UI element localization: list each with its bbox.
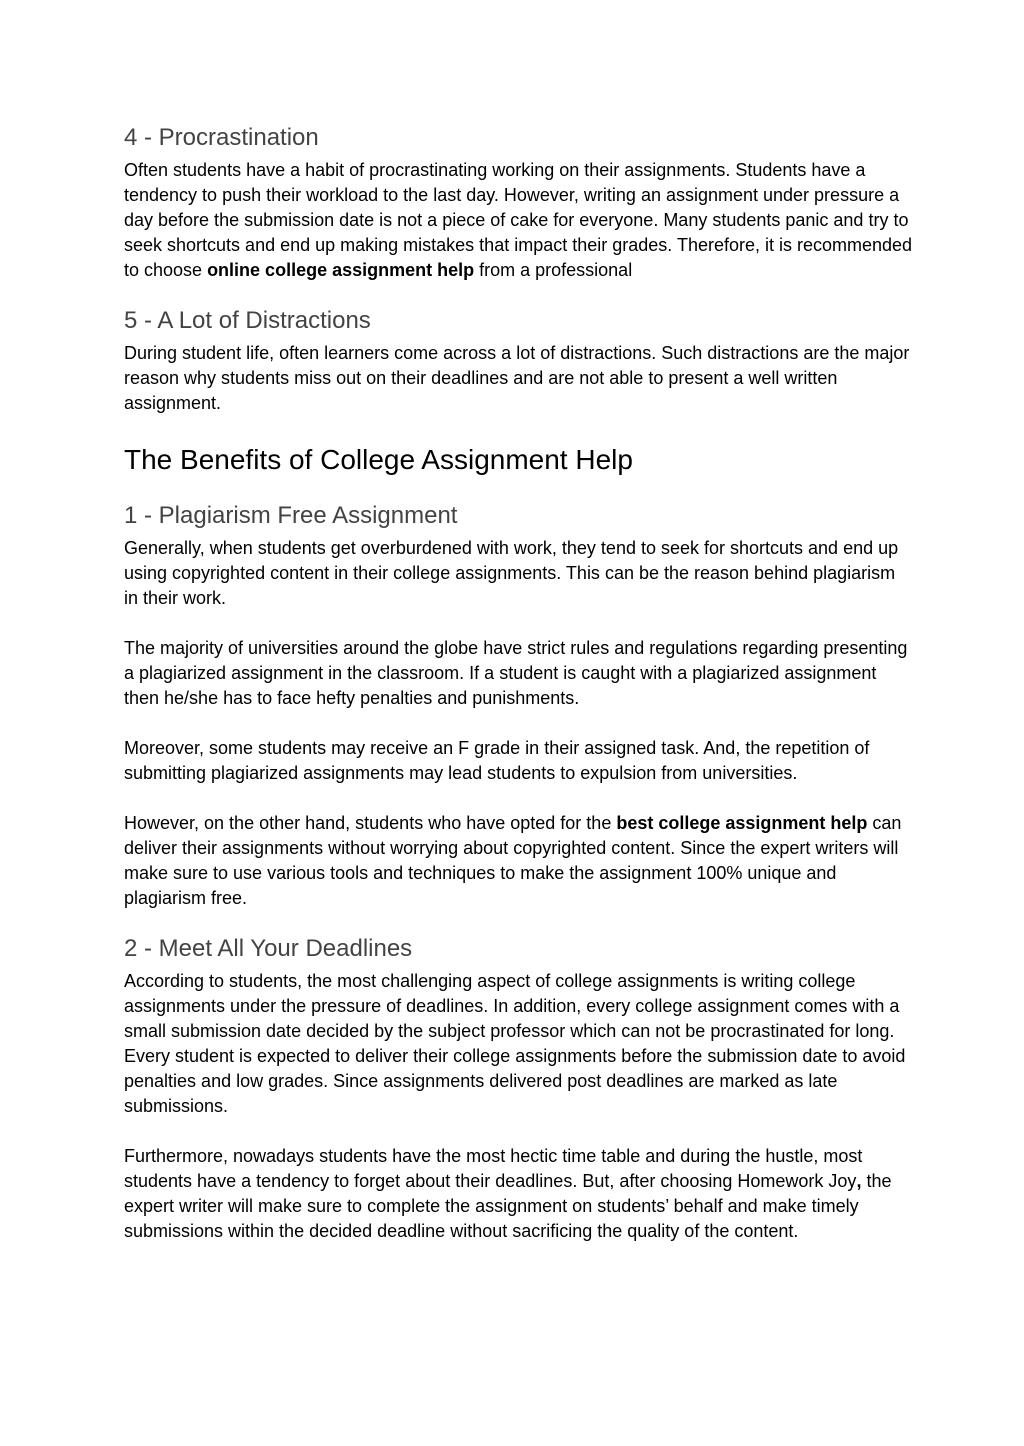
paragraph-distractions: During student life, often learners come across a lot of distractions. Such distractions are the major reason why students miss out on their deadlines and are not able to present a well written assignment. xyxy=(124,343,910,413)
bold-keyword-online-college-assignment-help: online college assignment help xyxy=(207,260,475,280)
paragraph-plagiarism-1: Generally, when students get overburdened with work, they tend to seek for shortcuts and end up using copyrighted content in their college assignments. This can be the reason behind plagiarism in their work. xyxy=(124,538,899,608)
section-heading-deadlines: 2 - Meet All Your Deadlines xyxy=(124,935,413,962)
text-run: Often students have a habit of procrastinating working on their assignments. Students have a tendency to push their workload to the last day. However, writing an assignment under pressure a day before the submission date is not a piece of cake for everyone. Many students panic and try to seek shortcuts and end up making mistakes that impact their grades. Therefore, it is recommended to choose xyxy=(124,160,913,280)
section-heading-procrastination: 4 - Procrastination xyxy=(124,124,319,151)
section-heading-distractions: 5 - A Lot of Distractions xyxy=(124,307,371,334)
paragraph-plagiarism-2: The majority of universities around the globe have strict rules and regulations regarding presenting a plagiarized assignment in the classroom. If a student is caught with a plagiarized assignment then he/she has to face hefty penalties and punishments. xyxy=(124,638,908,708)
text-run: Furthermore, nowadays students have the most hectic time table and during the hustle, most students have a tendency to forget about their deadlines. But, after choosing Homework Joy xyxy=(124,1146,863,1191)
bold-keyword-best-college-assignment-help: best college assignment help xyxy=(616,813,868,833)
bold-comma: , xyxy=(856,1171,862,1191)
main-heading-benefits: The Benefits of College Assignment Help xyxy=(124,444,633,475)
text-run: from a professional xyxy=(474,260,633,280)
document-page xyxy=(124,122,914,1244)
section-heading-plagiarism-free: 1 - Plagiarism Free Assignment xyxy=(124,502,458,529)
text-run: the expert writer will make sure to complete the assignment on students’ behalf and make timely submissions within the decided deadline without sacrificing the quality of the content. xyxy=(124,1171,892,1241)
text-run: However, on the other hand, students who have opted for the xyxy=(124,813,617,833)
paragraph-deadlines-2 xyxy=(124,1144,914,1244)
paragraph-plagiarism-4 xyxy=(124,811,914,911)
paragraph-deadlines-1: According to students, the most challenging aspect of college assignments is writing college assignments under the pressure of deadlines. In addition, every college assignment comes with a small submission date decided by the subject professor which can not be procrastinated for long. Every student is expected to deliver their college assignments before the submission date to avoid penalties and low grades. Since assignments delivered post deadlines are marked as late submissions. xyxy=(124,971,906,1116)
paragraph-plagiarism-3: Moreover, some students may receive an F grade in their assigned task. And, the repetition of submitting plagiarized assignments may lead students to expulsion from universities. xyxy=(124,738,870,783)
text-run: can deliver their assignments without worrying about copyrighted content. Since the expert writers will make sure to use various tools and techniques to make the assignment 100% unique and plagiarism free. xyxy=(124,813,902,908)
paragraph-procrastination xyxy=(124,158,914,283)
